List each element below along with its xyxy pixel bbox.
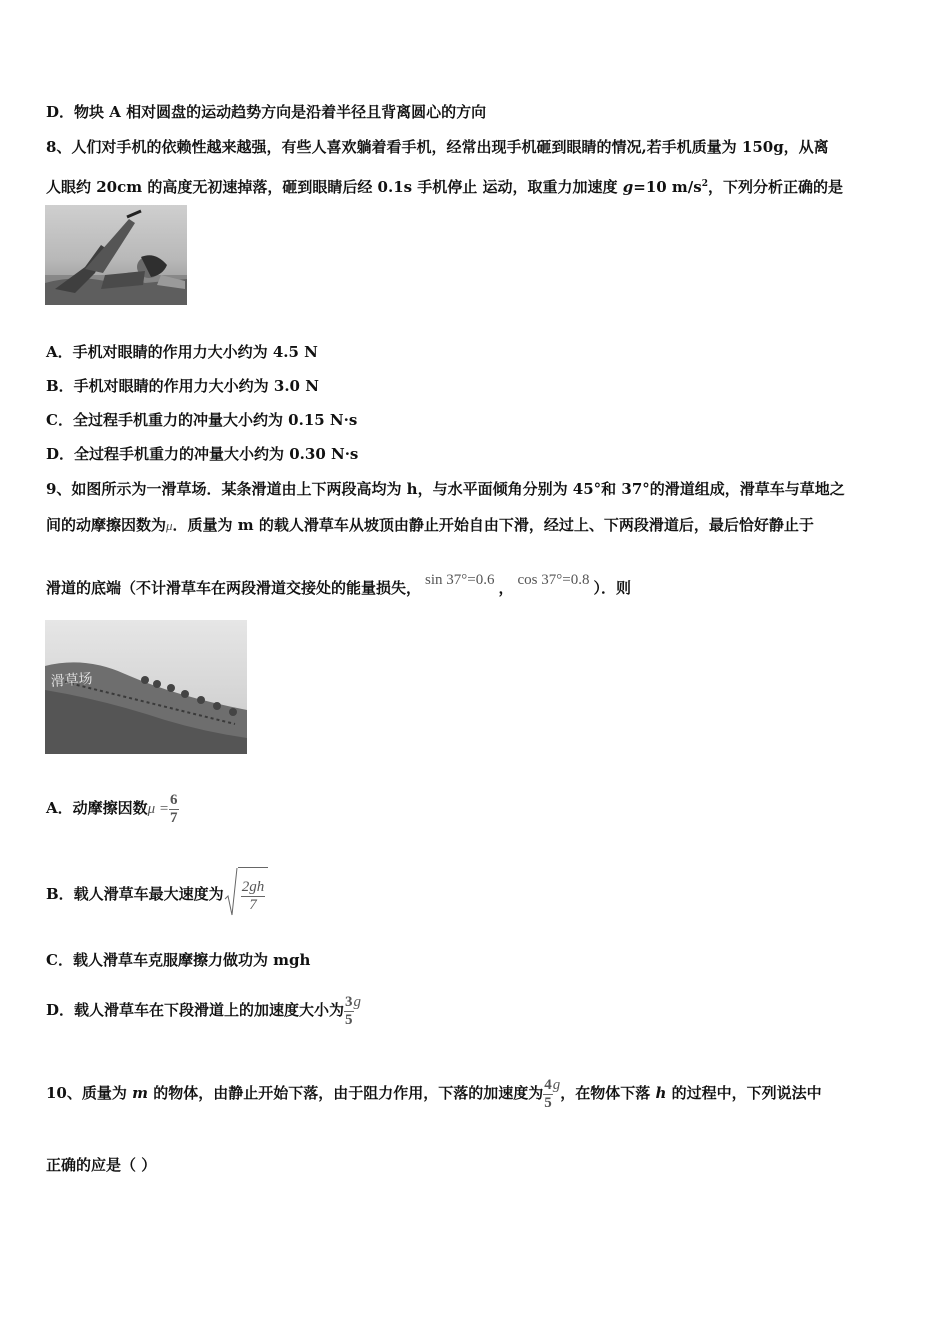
q8-stem-line2 <box>46 174 843 197</box>
q10-fraction <box>543 1077 553 1112</box>
q10-m-symbol: m <box>132 1084 148 1102</box>
q9-option-b-sqrt <box>224 867 269 924</box>
q9-option-d-fraction <box>344 994 354 1029</box>
q10-stem-line2: 正确的应是（ ） <box>46 1156 157 1174</box>
q9-option-a-mu: μ = <box>147 801 170 817</box>
q9-option-d-text: D．载人滑草车在下段滑道上的加速度大小为 <box>46 1001 345 1019</box>
q9-stem-text-b: ．质量为 m 的载人滑草车从坡顶由静止开始自由下滑，经过上、下两段滑道后，最后恰好静止于 <box>172 516 814 534</box>
q8-superscript: 2 <box>701 179 708 189</box>
q10-stem-text-c: ，在物体下落 <box>560 1084 656 1102</box>
q9-stem-line3 <box>46 572 631 599</box>
q8-option-c: C．全过程手机重力的冲量大小约为 0.15 N·s <box>46 411 358 429</box>
q9-option-d <box>46 985 361 1036</box>
grass-ski-field-sign-text: 滑草场 <box>50 671 94 690</box>
q10-h-symbol: h <box>655 1084 667 1102</box>
q8-stem-text-a: 人眼约 20cm 的高度无初速掉落，砸到眼睛后经 0.1s 手机停止 运动，取重力加速度 <box>46 178 623 196</box>
q9-option-a-text: A．动摩擦因数 <box>46 799 148 817</box>
q9-option-b-numerator: 2gh <box>241 879 265 895</box>
q9-option-b-denominator: 7 <box>241 896 266 914</box>
q9-option-d-g: g <box>353 994 362 1010</box>
q8-option-d: D．全过程手机重力的冲量大小约为 0.30 N·s <box>46 445 359 463</box>
q8-stem-line1: 8、人们对手机的依赖性越来越强，有些人喜欢躺着看手机，经常出现手机砸到眼睛的情况,若手机质量为 150g，从离 <box>46 138 829 156</box>
q7-option-d: D．物块 A 相对圆盘的运动趋势方向是沿着半径且背离圆心的方向 <box>46 103 487 121</box>
person-lying-with-phone-photo <box>45 205 187 305</box>
q10-stem-text-b: 的物体，由静止开始下落，由于阻力作用，下落的加速度为 <box>147 1084 544 1102</box>
grass-ski-field-photo <box>45 620 247 754</box>
q9-option-b-text: B．载人滑草车最大速度为 <box>46 885 224 903</box>
q10-denominator: 5 <box>544 1094 552 1111</box>
q10-stem-text-d: 的过程中，下列说法中 <box>666 1084 822 1102</box>
q8-option-a: A．手机对眼睛的作用力大小约为 4.5 N <box>46 343 318 361</box>
q8-option-b: B．手机对眼睛的作用力大小约为 3.0 N <box>46 377 319 395</box>
q9-stem-line1: 9、如图所示为一滑草场．某条滑道由上下两段高均为 h，与水平面倾角分别为 45°和 37°的滑道组成，滑草车与草地之 <box>46 480 845 498</box>
q9-option-a <box>46 783 179 834</box>
q10-stem-line1 <box>46 1068 822 1119</box>
q9-stem-text-d: ）．则 <box>593 579 631 597</box>
q9-stem-text-c: 滑道的底端（不计滑草车在两段滑道交接处的能量损失， <box>46 579 422 597</box>
q8-g-symbol: g <box>622 178 634 196</box>
q9-stem-line2 <box>46 515 814 536</box>
q8-stem-text-b: =10 m/s <box>633 178 702 196</box>
q9-cos-value: cos 37°=0.8 <box>517 572 590 588</box>
q8-stem-text-c: ，下列分析正确的是 <box>708 178 844 196</box>
q9-stem-text-a: 间的动摩擦因数为 <box>46 516 167 534</box>
q10-numerator: 4 <box>544 1076 552 1093</box>
q9-mu-symbol: μ <box>166 518 173 533</box>
q9-option-b <box>46 866 268 924</box>
q10-stem-text-a: 10、质量为 <box>46 1084 133 1102</box>
q9-option-a-denominator: 7 <box>170 809 178 826</box>
q9-sin-value: sin 37°=0.6 <box>425 572 495 588</box>
q10-g-symbol: g <box>552 1077 561 1093</box>
q9-option-d-denominator: 5 <box>345 1011 353 1028</box>
q9-option-a-fraction <box>169 792 179 827</box>
q9-option-d-numerator: 3 <box>345 993 353 1010</box>
q9-option-c: C．载人滑草车克服摩擦力做功为 mgh <box>46 951 311 969</box>
q9-comma: ， <box>498 579 514 597</box>
q9-option-a-numerator: 6 <box>170 791 178 808</box>
